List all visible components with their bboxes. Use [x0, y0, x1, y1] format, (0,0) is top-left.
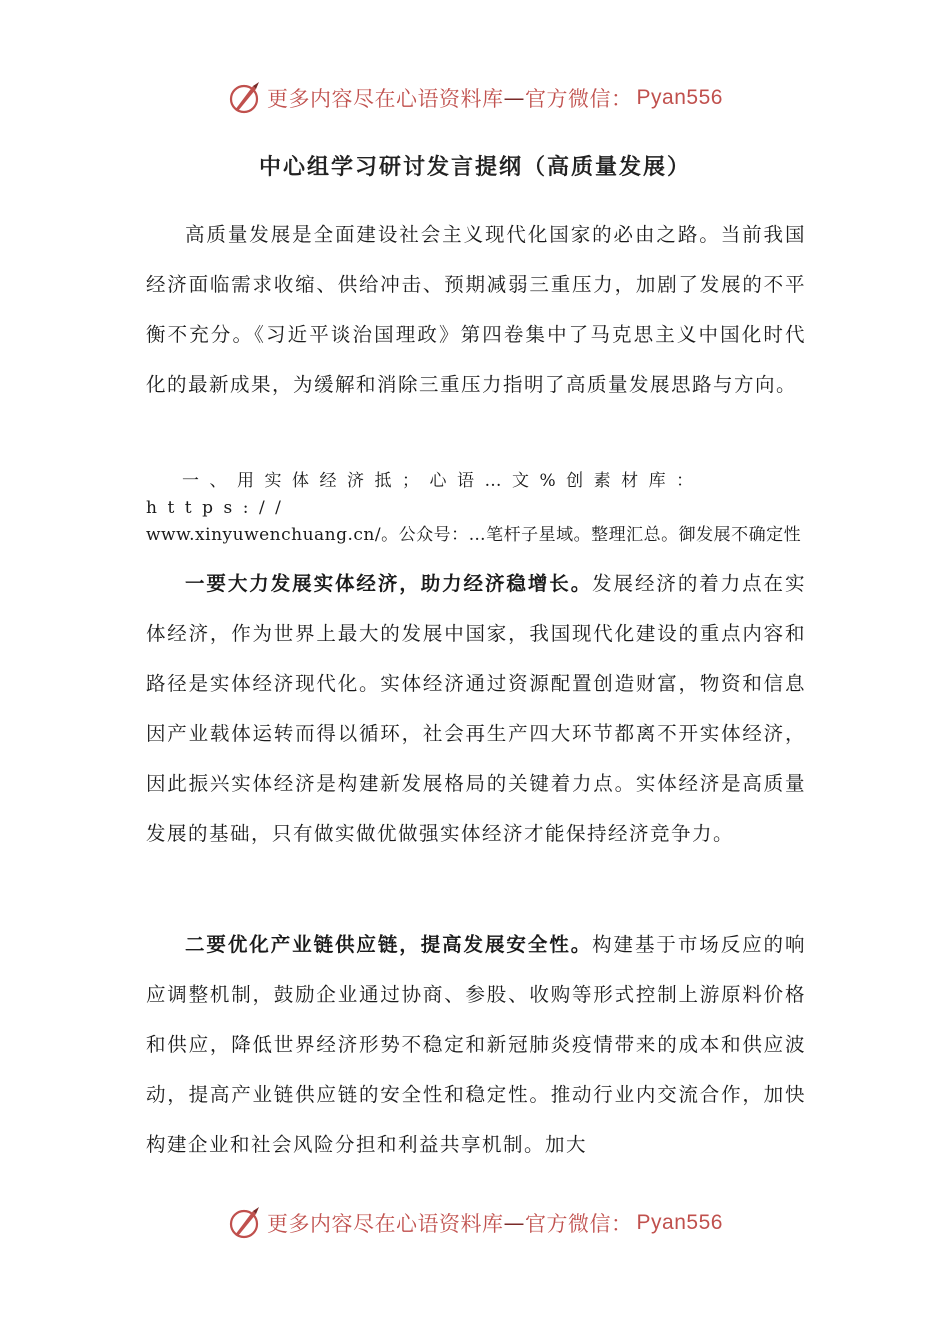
intro-paragraph: 高质量发展是全面建设社会主义现代化国家的必由之路。当前我国经济面临需求收缩、供给冲击、预期减弱三重压力，加剧了发展的不平衡不充分。《习近平谈治国理政》第四卷集中了马克思主义中国化时代化的最新成果，为缓解和消除三重压力指明了高质量发展思路与方向。	[146, 223, 806, 396]
banner-official-label: 官方微信：	[525, 1212, 633, 1236]
point-two-lead: 二要优化产业链供应链，提高发展安全性。	[185, 933, 593, 956]
page-title: 中心组学习研讨发言提纲（高质量发展）	[258, 155, 691, 180]
point-one-body: 发展经济的着力点在实体经济，作为世界上最大的发展中国家，我国现代化建设的重点内容和路径是实体经济现代化。实体经济通过资源配置创造财富，物资和信息因产业载体运转而得以循环，社会再生产四大环节都离不开实体经济，因此振兴实体经济是构建新发展格局的关键着力点。实体经济是高质量发展的基础，只有做实做优做强实体经济才能保持经济竞争力。	[146, 572, 806, 845]
section-heading	[146, 468, 806, 549]
banner-separator: —	[503, 1211, 526, 1235]
banner-separator: —	[503, 86, 526, 110]
banner-handle: Pyan556	[636, 1211, 723, 1234]
banner-handle: Pyan556	[636, 86, 723, 109]
quill-pen-circle-icon	[227, 80, 263, 116]
point-two-paragraph	[146, 920, 806, 1170]
banner-main-text: 更多内容尽在心语资料库	[267, 87, 504, 111]
banner-official-label: 官方微信：	[525, 87, 633, 111]
banner-main-text: 更多内容尽在心语资料库	[267, 1212, 504, 1236]
header-banner	[0, 80, 950, 116]
point-two-body: 构建基于市场反应的响应调整机制，鼓励企业通过协商、参股、收购等形式控制上游原料价格和供应，降低世界经济形势不稳定和新冠肺炎疫情带来的成本和供应波动，提高产业链供应链的安全性和稳定性。推动行业内交流合作，加快构建企业和社会风险分担和利益共享机制。加大	[146, 933, 806, 1156]
section-heading-line2: www.xinyuwenchuang.cn/。公众号：…笔杆子星域。整理汇总。御发展不确定性	[146, 525, 802, 545]
quill-pen-circle-icon	[227, 1205, 263, 1241]
footer-banner	[0, 1205, 950, 1241]
point-one-paragraph	[146, 559, 806, 859]
point-one-lead: 一要大力发展实体经济，助力经济稳增长。	[185, 572, 593, 595]
section-heading-line1: 一、用实体经济抵；心语…文%创素材库：https://	[146, 471, 704, 518]
